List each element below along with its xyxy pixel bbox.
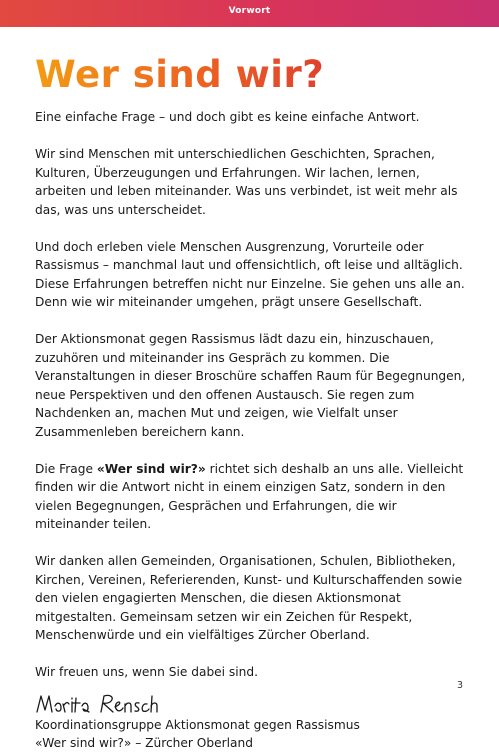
body-text <box>35 108 469 753</box>
header-bar <box>0 0 499 27</box>
paragraph-racism: Und doch erleben viele Menschen Ausgrenzung, Vorurteile oder Rassismus – manchmal laut und offensichtlich, oft leise und alltäglich. Diese Erfahrungen betreffen nicht nur Einzelne. Sie gehen uns alle an. Denn wie wir miteinander umgehen, prägt unsere Gesellschaft. <box>35 239 465 309</box>
paragraph-who-we-are: Wir sind Menschen mit unterschiedlichen Geschichten, Sprachen, Kulturen, Überzeugungen und Erfahrungen. Wir lachen, lernen, arbeiten und leben miteinander. Was uns verbindet, ist weit mehr als das, was uns unterscheidet. <box>35 147 458 217</box>
paragraph-action-month: Der Aktionsmonat gegen Rassismus lädt dazu ein, hinzuschauen, zuzuhören und miteinander ins Gespräch zu kommen. Die Veranstaltungen in dieser Broschüre schaffen Raum für Begegnungen, neue Perspektiven und den offenen Austausch. Sie regen zum Nachdenken an, machen Mut und zeigen, wie Vielfalt unser Zusammenleben bereichern kann. <box>35 332 466 439</box>
handwritten-signature-icon <box>35 692 175 716</box>
signature-organisation: Koordinationsgruppe Aktionsmonat gegen Rassismus <box>35 717 360 732</box>
page-number: 3 <box>457 680 464 691</box>
page-title: Wer sind wir? <box>35 51 324 99</box>
question-post: richtet sich deshalb an uns alle. Vielleicht finden wir die Antwort nicht in einem einzigen Satz, sondern in den vielen Begegnungen, Gesprächen und Erfahrungen, die wir miteinander teilen. <box>35 461 464 531</box>
signature-campaign: «Wer sind wir?» – Zürcher Oberland <box>35 736 253 750</box>
paragraph-question <box>35 460 469 534</box>
paragraph-intro: Eine einfache Frage – und doch gibt es keine einfache Antwort. <box>35 110 420 124</box>
question-pre: Die Frage <box>35 461 97 476</box>
paragraph-closing: Wir freuen uns, wenn Sie dabei sind. <box>35 665 259 679</box>
paragraph-thanks: Wir danken allen Gemeinden, Organisationen, Schulen, Bibliotheken, Kirchen, Vereinen, Referierenden, Kunst- und Kulturschaffenden sowie den vielen engagierten Menschen, die diesen Aktionsmonat mitgestalten. Gemeinsam setzen wir ein Zeichen für Respekt, Menschenwürde und ein vielfältiges Zürcher Oberland. <box>35 554 463 642</box>
section-label: Vorwort <box>228 6 271 16</box>
question-bold: «Wer sind wir?» <box>96 461 206 476</box>
